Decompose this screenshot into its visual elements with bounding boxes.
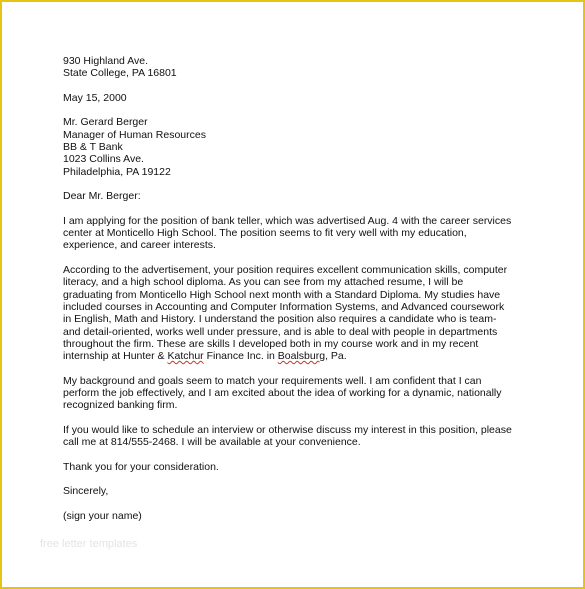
salutation-text: Dear Mr. Berger: [63, 190, 141, 203]
thanks-text: Thank you for your consideration. [63, 460, 219, 473]
paragraph-line: included courses in Accounting and Computer Information Systems, and Advanced coursework [63, 300, 505, 313]
thanks-line [63, 461, 533, 473]
paragraph-line: recognized banking firm. [63, 399, 178, 412]
signature-text: (sign your name) [63, 509, 142, 522]
paragraph-line: in English, Math and History. I understand the position also requires a candidate who is team- [63, 313, 497, 326]
date-text: May 15, 2000 [63, 91, 127, 104]
paragraph-line: call me at 814/555-2468. I will be available at your convenience. [63, 436, 361, 449]
paragraph-3 [63, 375, 533, 412]
paragraph-line: If you would like to schedule an interview or otherwise discuss my interest in this position, please [63, 423, 512, 436]
letter-page [63, 55, 533, 522]
spellcheck-word-katchur: Katchur [167, 350, 204, 363]
recipient-company: BB & T Bank [63, 141, 123, 154]
recipient-street: 1023 Collins Ave. [63, 153, 144, 166]
sender-city: State College, PA 16801 [63, 67, 177, 80]
closing [63, 485, 533, 497]
paragraph-line: center at Monticello High School. The position seems to fit very well with my education, [63, 227, 467, 240]
recipient-name: Mr. Gerard Berger [63, 116, 148, 129]
paragraph-4 [63, 424, 533, 449]
internship-text-post: , Pa. [325, 350, 347, 363]
paragraph-2 [63, 264, 533, 362]
paragraph-line: According to the advertisement, your position requires excellent communication skills, computer [63, 264, 508, 277]
sender-street: 930 Highland Ave. [63, 55, 149, 67]
spellcheck-word-boalsburg: Boalsburg [277, 350, 326, 363]
sender-address [63, 55, 533, 80]
paragraph-line: perform the job effectively, and I am excited about the idea of working for a dynamic, nationally [63, 387, 502, 400]
paragraph-line: literacy, and a high school diploma. As you can see from my attached resume, I will be [63, 276, 464, 289]
paragraph-line: experience, and career interests. [63, 239, 216, 252]
letter-date [63, 92, 533, 104]
paragraph-line: My background and goals seem to match your requirements well. I am confident that I can [63, 374, 482, 387]
paragraph-line: and detail-oriented, works well under pressure, and is able to deal with people in departments [63, 325, 498, 338]
signature-placeholder [63, 510, 533, 522]
recipient-title: Manager of Human Resources [63, 128, 206, 141]
recipient-city: Philadelphia, PA 19122 [63, 165, 171, 178]
paragraph-1 [63, 215, 533, 252]
paragraph-line: I am applying for the position of bank teller, which was advertised Aug. 4 with the career services [63, 214, 512, 227]
paragraph-line: graduating from Monticello High School next month with a Standard Diploma. My studies have [63, 288, 501, 301]
paragraph-line-last [63, 350, 533, 362]
salutation [63, 190, 533, 202]
recipient-address [63, 116, 533, 177]
paragraph-line: throughout the firm. These are skills I developed both in my course work and in my recent [63, 337, 479, 350]
closing-text: Sincerely, [63, 485, 109, 498]
internship-text-pre: internship at Hunter & [63, 350, 168, 363]
internship-text-mid: Finance Inc. in [203, 350, 278, 363]
watermark: free letter templates [40, 538, 138, 550]
